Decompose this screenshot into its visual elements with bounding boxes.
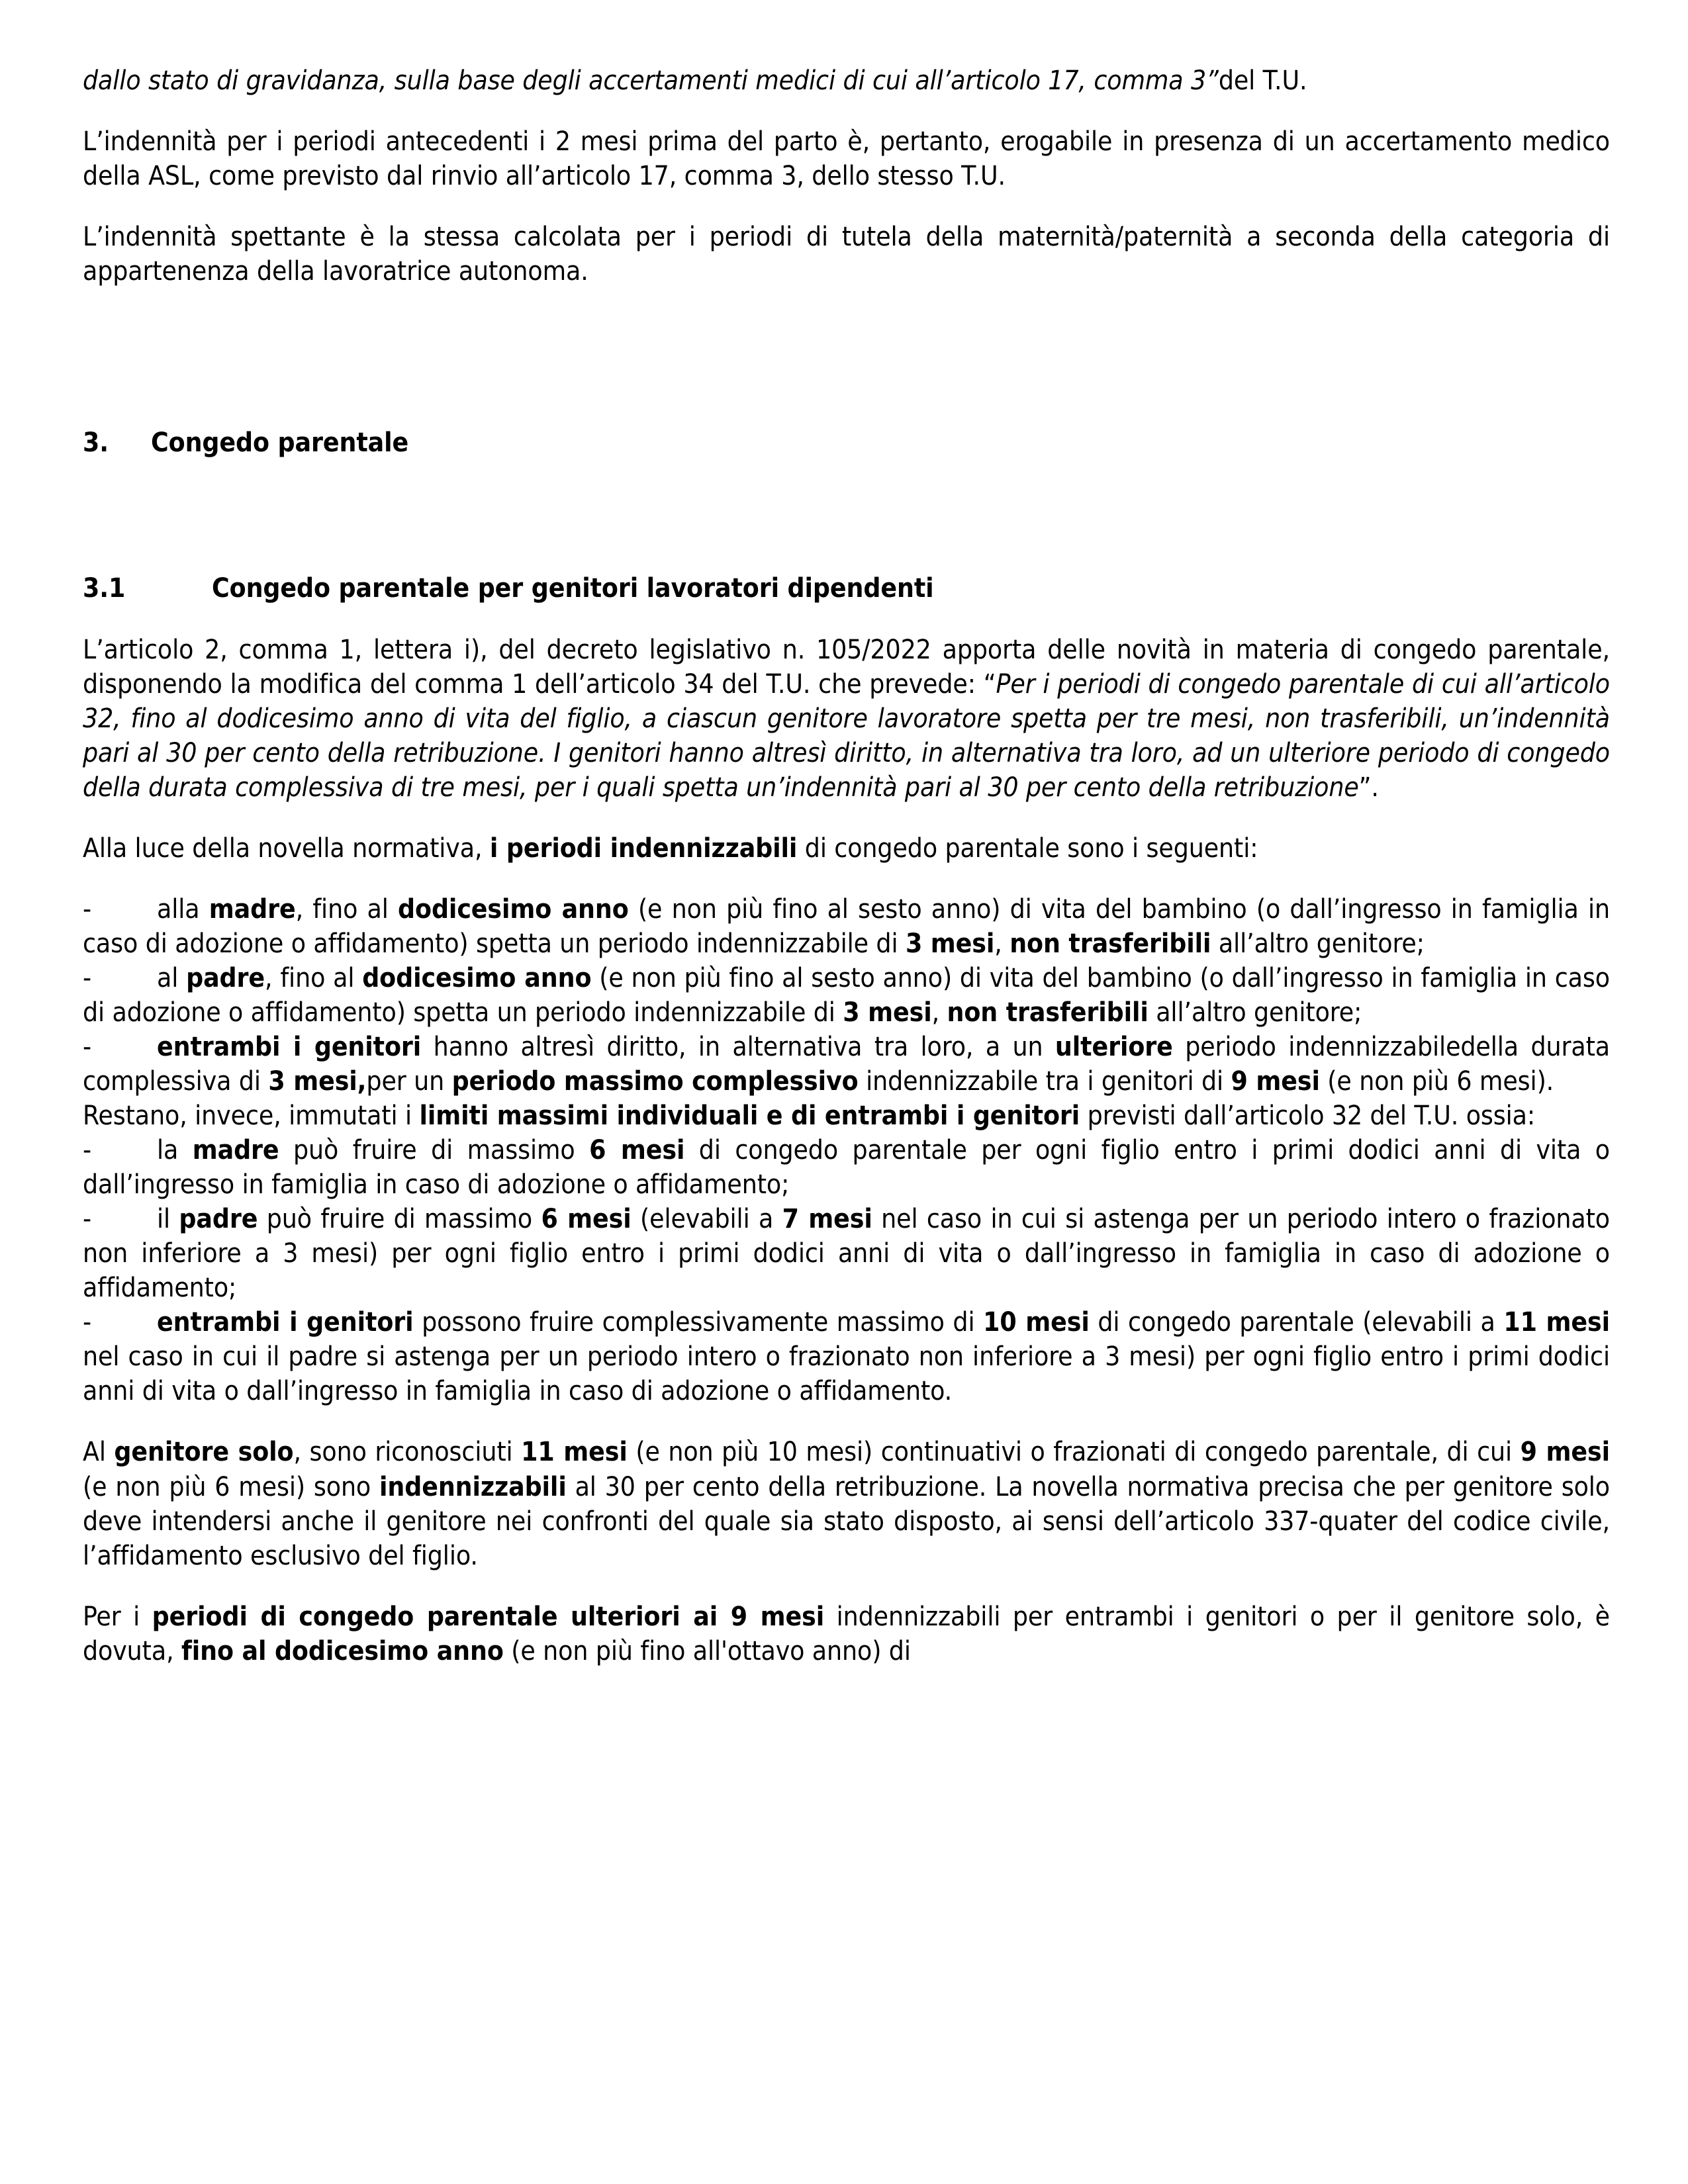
periodi-ulteriori-run-1: periodi di congedo parentale ulteriori ai 9 mesi (152, 1600, 825, 1632)
list-indennizzabili-2-run-2: ulteriore (1055, 1030, 1173, 1063)
list-limiti-item (83, 1132, 1610, 1201)
articolo2-quote-text: Per i periodi di congedo parentale di cui all’articolo 32, fino al dodicesimo anno di vita del figlio, a ciascun genitore lavoratore spetta per tre mesi, non trasferibili, un’indennità pari al 30 per cento della retribuzione. I genitori hanno altresì diritto, in alternativa tra loro, ad un ulteriore periodo di congedo della durata complessiva di tre mesi, per i quali spetta un’indennità pari al 30 per cento della retribuzione (83, 667, 1610, 803)
list-indennizzabili-2-run-7: indennizzabile tra i genitori di (858, 1065, 1231, 1097)
heading-3-1-number: 3.1 (83, 571, 126, 604)
list-limiti-1-run-2: può fruire di massimo (258, 1203, 541, 1235)
periodi-ulteriori-run-4: (e non più fino all'ottavo anno) di (503, 1634, 911, 1666)
list-indennizzabili-1-run-4: (e non più fino al sesto anno) di vita del bambino (o dall’ingresso in famiglia in caso di adozione o affidamento) spetta un periodo indennizzabile di (83, 962, 1610, 1028)
periodi-ulteriori-run-3: fino al dodicesimo anno (181, 1634, 504, 1666)
list-limiti-2-run-3: di congedo parentale (elevabili a (1089, 1306, 1504, 1338)
list-indennizzabili-0-run-6: , (994, 927, 1010, 960)
bullet-dash-marker: - (83, 1030, 92, 1063)
alla-luce-bold-periodi-indennizzabili: i periodi indennizzabili (489, 831, 798, 864)
bullet-dash-marker: - (83, 893, 92, 925)
heading-3-1-title: Congedo parentale per genitori lavoratori dipendenti (212, 571, 934, 604)
periodi-ulteriori-run-2: indennizzabili per entrambi i genitori o per il genitore solo, è dovuta, (83, 1600, 1610, 1666)
alla-luce-text-2: di congedo parentale sono i seguenti: (797, 831, 1258, 864)
list-limiti-0-run-2: può fruire di massimo (279, 1134, 590, 1166)
spacer (83, 97, 1610, 124)
list-indennizzabili-2-run-6: periodo massimo complessivo (451, 1065, 859, 1097)
list-indennizzabili-item (83, 1029, 1610, 1098)
bullet-dash-marker: - (83, 1203, 92, 1235)
spacer (83, 606, 1610, 632)
genitore-solo-run-4: (e non più 10 mesi) continuativi o frazionati di congedo parentale, di cui (627, 1435, 1521, 1468)
list-indennizzabili-2-run-0: entrambi i genitori (157, 1030, 422, 1063)
bullet-dash-marker: - (83, 962, 92, 994)
list-periodi-indennizzabili (83, 891, 1610, 1098)
list-limiti-item (83, 1304, 1610, 1408)
spacer (83, 460, 1610, 571)
alla-luce-text-1: Alla luce della novella normativa, (83, 831, 490, 864)
list-indennizzabili-item (83, 960, 1610, 1029)
genitore-solo-run-6: (e non più 6 mesi) sono (83, 1470, 379, 1502)
list-indennizzabili-1-run-0: al (157, 962, 187, 994)
list-indennizzabili-2-run-8: 9 mesi (1231, 1065, 1320, 1097)
list-limiti-0-run-4: di congedo parentale per ogni figlio entro i primi dodici anni di vita o dall’ingresso in famiglia in caso di adozione o affidamento; (83, 1134, 1610, 1201)
genitore-solo-run-5: 9 mesi (1520, 1435, 1611, 1468)
list-limiti-0-run-3: 6 mesi (589, 1134, 685, 1166)
list-limiti-1-run-0: il (157, 1203, 179, 1235)
list-indennizzabili-2-run-5: per un (366, 1065, 452, 1097)
list-indennizzabili-2-run-9: (e non più 6 mesi). (1319, 1065, 1554, 1097)
list-limiti-massimi (83, 1132, 1610, 1408)
quote-tail-text: del T.U. (1218, 64, 1307, 96)
spacer (83, 193, 1610, 219)
spacer (83, 1408, 1610, 1434)
list-indennizzabili-1-run-2: , fino al (265, 962, 363, 994)
bullet-dash-marker: - (83, 1306, 92, 1338)
genitore-solo-run-0: Al (83, 1435, 115, 1468)
list-limiti-1-run-4: (elevabili a (631, 1203, 782, 1235)
list-limiti-2-run-2: 10 mesi (983, 1306, 1090, 1338)
periodi-ulteriori-run-0: Per i (83, 1600, 152, 1632)
list-indennizzabili-0-run-7: non trasferibili (1009, 927, 1211, 960)
list-limiti-1-run-1: padre (179, 1203, 258, 1235)
list-limiti-item (83, 1201, 1610, 1304)
spacer (83, 1572, 1610, 1599)
list-indennizzabili-1-run-7: non trasferibili (947, 996, 1149, 1028)
spacer (83, 865, 1610, 891)
list-indennizzabili-0-run-2: , fino al (295, 893, 399, 925)
list-indennizzabili-0-run-8: all’altro genitore; (1211, 927, 1425, 960)
paragraph-restano-immutati (83, 1098, 1610, 1132)
paragraph-indennita-periodi: L’indennità per i periodi antecedenti i 2 mesi prima del parto è, pertanto, erogabile in presenza di un accertamento medico della ASL, come previsto dal rinvio all’articolo 17, comma 3, dello stesso T.U. (83, 125, 1610, 192)
articolo2-lead-text: L’articolo 2, comma 1, lettera i), del decreto legislativo n. 105/2022 apporta delle novità in materia di congedo parentale, disponendo la modifica del comma 1 dell’articolo 34 del T.U. che prevede: “ (83, 633, 1610, 700)
genitore-solo-run-1: genitore solo (114, 1435, 294, 1468)
list-limiti-2-run-4: 11 mesi (1503, 1306, 1610, 1338)
paragraph-quote-tu-continuation (83, 63, 1610, 97)
list-indennizzabili-0-run-4: (e non più fino al sesto anno) di vita del bambino (o dall’ingresso in famiglia in caso di adozione o affidamento) spetta un periodo indennizzabile di (83, 893, 1610, 960)
list-indennizzabili-0-run-3: dodicesimo anno (398, 893, 629, 925)
paragraph-periodi-ulteriori (83, 1599, 1610, 1668)
paragraph-indennita-spettante: L’indennità spettante è la stessa calcolata per i periodi di tutela della maternità/paternità a seconda della categoria di appartenenza della lavoratrice autonoma. (83, 220, 1610, 287)
heading-section-3 (83, 426, 1610, 460)
list-indennizzabili-2-run-3: periodo indennizzabiledella durata complessiva di (83, 1030, 1610, 1097)
list-limiti-0-run-1: madre (192, 1134, 279, 1166)
articolo2-close-text: ”. (1358, 770, 1379, 803)
list-indennizzabili-1-run-5: 3 mesi (843, 996, 932, 1028)
list-limiti-2-run-0: entrambi i genitori (157, 1306, 414, 1338)
paragraph-genitore-solo (83, 1434, 1610, 1572)
list-indennizzabili-item (83, 891, 1610, 960)
spacer (83, 288, 1610, 426)
list-limiti-1-run-3: 6 mesi (541, 1203, 632, 1235)
genitore-solo-run-2: , sono riconosciuti (293, 1435, 522, 1468)
restano-bold-limiti-massimi: limiti massimi individuali e di entrambi i genitori (419, 1099, 1080, 1132)
list-indennizzabili-0-run-1: madre (209, 893, 296, 925)
heading-3-number: 3. (83, 426, 109, 459)
list-indennizzabili-1-run-8: all’altro genitore; (1148, 996, 1362, 1028)
restano-text-2: previsti dall’articolo 32 del T.U. ossia: (1080, 1099, 1536, 1132)
genitore-solo-run-8: al 30 per cento della retribuzione. La novella normativa precisa che per genitore solo deve intendersi anche il genitore nei confronti del quale sia stato disposto, ai sensi dell’articolo 337-quater del codice civile, l’affidamento esclusivo del figlio. (83, 1470, 1610, 1571)
spacer (83, 804, 1610, 831)
list-indennizzabili-1-run-1: padre (186, 962, 265, 994)
list-indennizzabili-0-run-0: alla (157, 893, 209, 925)
quote-italic-text: dallo stato di gravidanza, sulla base degli accertamenti medici di cui all’articolo 17, comma 3” (83, 64, 1219, 96)
list-limiti-1-run-6: nel caso in cui si astenga per un periodo intero o frazionato non inferiore a 3 mesi) per ogni figlio entro i primi dodici anni di vita o dall’ingresso in famiglia in caso di adozione o affidamento; (83, 1203, 1610, 1304)
list-indennizzabili-2-run-1: hanno altresì diritto, in alternativa tra loro, a un (421, 1030, 1055, 1063)
paragraph-alla-luce (83, 831, 1610, 865)
list-limiti-1-run-5: 7 mesi (782, 1203, 872, 1235)
list-limiti-0-run-0: la (157, 1134, 193, 1166)
list-indennizzabili-2-run-4: 3 mesi, (268, 1065, 367, 1097)
genitore-solo-run-3: 11 mesi (521, 1435, 628, 1468)
paragraph-articolo-2 (83, 632, 1610, 804)
bullet-dash-marker: - (83, 1134, 92, 1166)
restano-text-1: Restano, invece, immutati i (83, 1099, 420, 1132)
list-limiti-2-run-5: nel caso in cui il padre si astenga per un periodo intero o frazionato non inferiore a 3 mesi) per ogni figlio entro i primi dodici anni di vita o dall’ingresso in famiglia in caso di adozione o affidamento. (83, 1340, 1610, 1407)
list-indennizzabili-0-run-5: 3 mesi (905, 927, 995, 960)
genitore-solo-run-7: indennizzabili (379, 1470, 567, 1502)
list-indennizzabili-1-run-3: dodicesimo anno (362, 962, 592, 994)
heading-3-title: Congedo parentale (151, 426, 409, 459)
list-limiti-2-run-1: possono fruire complessivamente massimo di (413, 1306, 984, 1338)
heading-section-3-1 (83, 571, 1610, 606)
list-indennizzabili-1-run-6: , (931, 996, 947, 1028)
